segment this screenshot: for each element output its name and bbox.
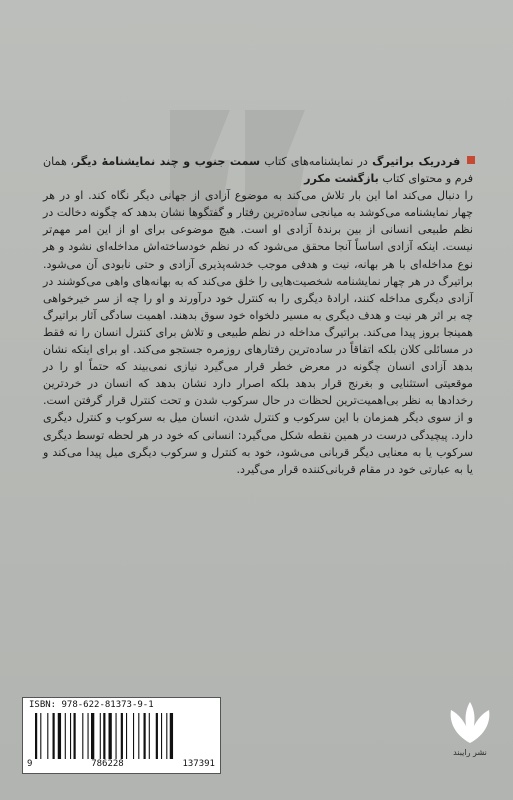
barcode-bar: [70, 713, 71, 759]
barcode-bar: [40, 713, 41, 759]
author-name: فردریک براتیرگ: [372, 155, 461, 168]
barcode-bar: [91, 713, 94, 759]
barcode-bar: [103, 713, 105, 759]
barcode-digit-group: 137391: [182, 759, 215, 769]
leaf-logo-icon: [445, 700, 495, 745]
book-title-2: بازگشت مکرر: [304, 172, 379, 186]
barcode-bar: [82, 713, 83, 759]
barcode-bar: [35, 713, 37, 759]
barcode-bar: [109, 713, 112, 759]
barcode-bar: [161, 713, 162, 759]
barcode-bar: [88, 713, 89, 759]
barcode-bar: [133, 713, 134, 759]
barcode-bar: [156, 713, 158, 759]
barcode-bar: [65, 713, 66, 759]
blurb-paragraph: [43, 153, 473, 478]
barcode-bar: [138, 713, 139, 759]
barcode-bar: [144, 713, 146, 759]
barcode: [35, 713, 215, 759]
barcode-bar: [47, 713, 48, 759]
barcode-bar: [121, 713, 123, 759]
barcode-bar: [126, 713, 127, 759]
barcode-bar: [100, 713, 101, 759]
barcode-digit-group: 9: [27, 759, 33, 769]
publisher-name: نشر رایبند: [453, 748, 487, 757]
lead-text-2: ، همان فرم و محتوای کتاب: [43, 155, 473, 186]
isbn-label: ISBN: 978-622-81373-9-1: [29, 700, 154, 710]
lead-text-1: در نمایشنامه‌های کتاب: [260, 155, 373, 168]
barcode-bar: [166, 713, 167, 759]
barcode-bar: [74, 713, 76, 759]
barcode-digits: [27, 759, 215, 769]
barcode-digit-group: 786228: [91, 759, 124, 769]
barcode-bar: [149, 713, 150, 759]
barcode-bar: [116, 713, 117, 759]
barcode-bar: [58, 713, 61, 759]
book-title-1: سمت جنوب و چند نمایشنامهٔ دیگر: [73, 155, 261, 168]
blurb-lead: [43, 153, 473, 187]
barcode-bar: [53, 713, 55, 759]
isbn-barcode-box: [22, 697, 221, 774]
blurb-text: [43, 153, 473, 478]
blurb-body: را دنبال می‌کند اما این بار تلاش می‌کند به موضوع آزادی از جهانی دیگر نگاه کند. او در هر چهار نمایشنامه می‌کوشد به میانجی ساده‌ترین رفتار و گفتگوها نشان بدهد که چگونه دخالت در نظم طبیعی انسانی از بین برندهٔ آزادی او است. هیچ موضوعی برای او از این امر مهم‌تر نیست. اینکه آزادی اساساً آنجا محقق می‌شود که در نظم خودساخته‌اش مداخله‌ای نشود و هر نوع مداخله‌ای با هر بهانه، نیت و هدفی موجب خدشه‌پذیری آزادی و حتی نابودی آن می‌شود. براتیرگ در هر چهار نمایشنامه شخصیت‌هایی را خلق می‌کند که به بهانه‌های واهی می‌کوشند در آزادی دیگری مداخله کنند، ارادهٔ دیگری را به کنترل خود درآورند و او را چه از سر خیرخواهی چه بر اثر هر نیت و هدف دیگری به مسیر دلخواه خود سوق بدهند. اهمیت سادگی آثار براتیرگ همینجا بروز پیدا می‌کند. براتیرگ مداخله در نظم طبیعی و تلاش برای کنترل انسان را نه فقط در مسائلی کلان بلکه اتفاقاً در ساده‌ترین رفتارهای روزمره جستجو می‌کند. او برای اینکه نشان بدهد آزادی انسان چگونه در معرض خطر قرار می‌گیرد نیازی نمی‌بیند که حتماً او را در موقعیتی استثنایی و بغرنج قرار بدهد بلکه اصرار دارد نشان بدهد که انسان در خردترین رخدادها به نظر بی‌اهمیت‌ترین لحظات در حال سرکوب شدن و تحت کنترل قرار گرفتن است. و از سوی دیگر همزمان با این سرکوب و کنترل شدن، انسان میل به سرکوب و کنترل دیگری دارد. پیچیدگی درست در همین نقطه شکل می‌گیرد: انسانی که خود در هر لحظه توسط دیگری سرکوب یا به معنایی دیگر قربانی می‌شود، خود به کنترل و سرکوب دیگری میل پیدا می‌کند و یا به عبارتی خود در مقام قربانی‌کننده قرار می‌گیرد.: [43, 189, 473, 476]
barcode-bar: [170, 713, 173, 759]
